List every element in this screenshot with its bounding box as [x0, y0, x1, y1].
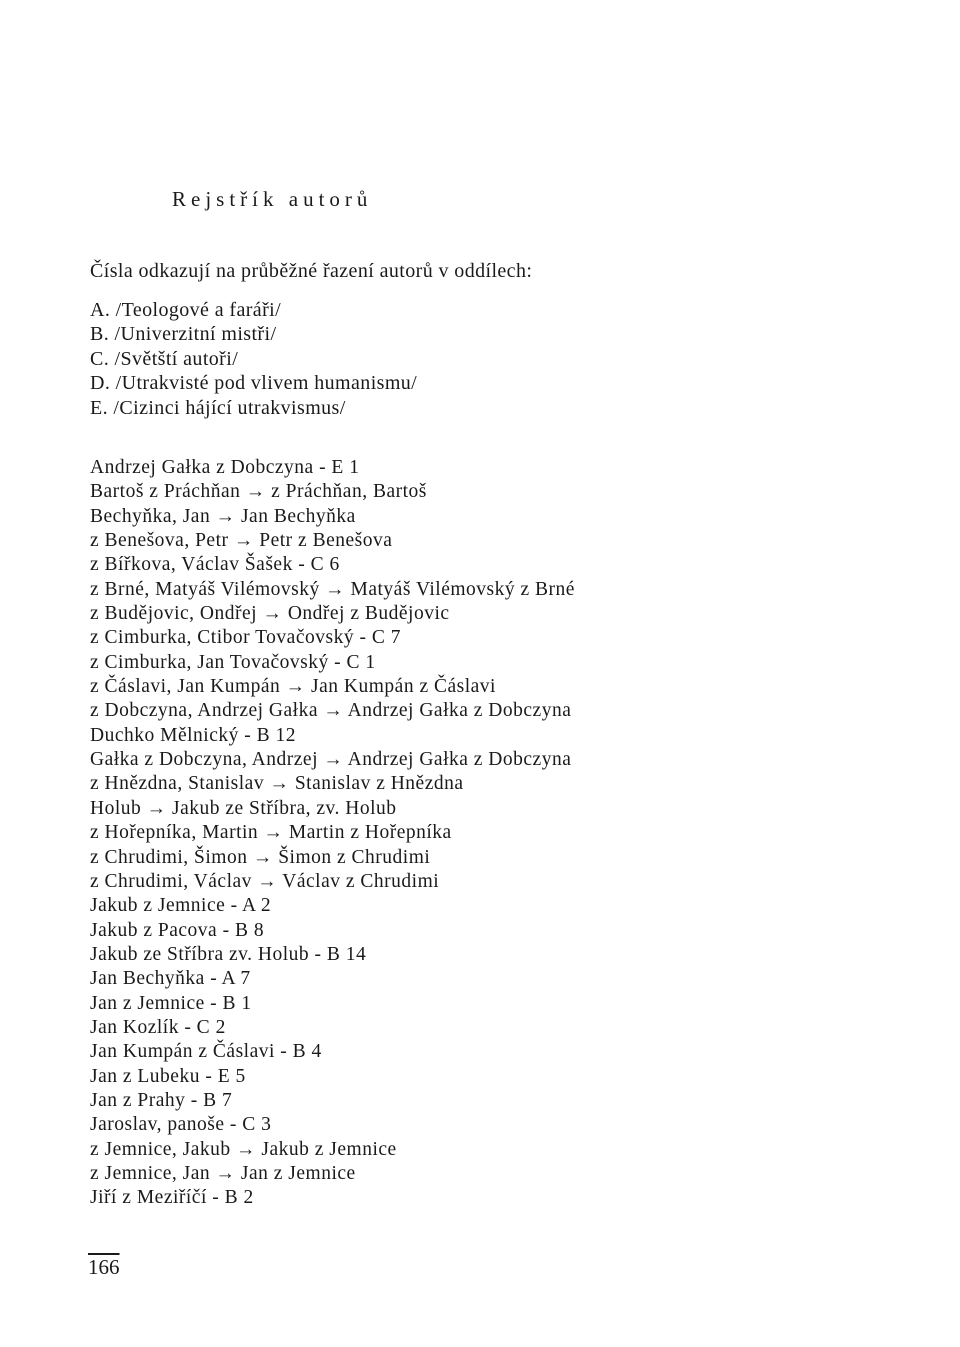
author-index-list: [90, 456, 575, 1211]
index-entry: z Brné, Matyáš Vilémovský → Matyáš Vilémovský z Brné: [90, 578, 575, 600]
index-entry: Jan z Jemnice - B 1: [90, 992, 252, 1014]
index-entry: z Čáslavi, Jan Kumpán → Jan Kumpán z Čáslavi: [90, 676, 496, 698]
index-entry: z Hnězdna, Stanislav → Stanislav z Hnězdna: [90, 773, 464, 795]
index-entry: z Cimburka, Jan Tovačovský - C 1: [90, 651, 376, 673]
section-item: B. /Univerzitní mistři/: [90, 323, 277, 346]
index-entry: z Jemnice, Jakub → Jakub z Jemnice: [90, 1138, 397, 1160]
index-entry: Jiří z Meziříčí - B 2: [90, 1187, 254, 1209]
index-entry: z Benešova, Petr → Petr z Benešova: [90, 530, 393, 552]
section-item: A. /Teologové a faráři/: [90, 299, 282, 321]
index-entry: z Hořepníka, Martin → Martin z Hořepníka: [90, 822, 452, 844]
index-entry: Holub → Jakub ze Stříbra, zv. Holub: [90, 797, 397, 819]
page-number: 166: [88, 1255, 120, 1279]
section-item: C. /Světští autoři/: [90, 347, 239, 370]
index-entry: z Jemnice, Jan → Jan z Jemnice: [90, 1162, 356, 1184]
index-entry: z Budějovic, Ondřej → Ondřej z Budějovic: [90, 603, 450, 625]
index-entry: Bartoš z Práchňan → z Práchňan, Bartoš: [90, 481, 427, 503]
intro-text: Čísla odkazují na průběžné řazení autorů v oddílech:: [90, 260, 533, 282]
index-entry: z Dobczyna, Andrzej Gałka → Andrzej Gałka z Dobczyna: [90, 700, 572, 722]
index-entry: z Cimburka, Ctibor Tovačovský - C 7: [90, 627, 401, 649]
index-entry: Jan Kozlík - C 2: [90, 1016, 226, 1038]
index-entry: Jan Bechyňka - A 7: [90, 968, 251, 990]
section-item: E. /Cizinci hájící utrakvismus/: [90, 396, 346, 419]
index-entry: Andrzej Gałka z Dobczyna - E 1: [90, 457, 360, 478]
index-entry: Bechyňka, Jan → Jan Bechyňka: [90, 505, 356, 527]
section-list: [90, 298, 417, 420]
index-entry: z Chrudimi, Šimon → Šimon z Chrudimi: [90, 846, 431, 868]
page-title: Rejstřík autorů: [172, 187, 373, 211]
index-entry: z Chrudimi, Václav → Václav z Chrudimi: [90, 870, 440, 892]
index-entry: Jan Kumpán z Čáslavi - B 4: [90, 1041, 322, 1063]
index-entry: Jakub ze Stříbra zv. Holub - B 14: [90, 943, 367, 965]
section-item: D. /Utrakvisté pod vlivem humanismu/: [90, 372, 418, 395]
index-entry: Jakub z Pacova - B 8: [90, 919, 265, 941]
index-entry: Gałka z Dobczyna, Andrzej → Andrzej Gałka z Dobczyna: [90, 749, 572, 771]
index-entry: z Bířkova, Václav Šašek - C 6: [90, 554, 340, 576]
index-entry: Jan z Lubeku - E 5: [90, 1065, 246, 1087]
index-entry: Jan z Prahy - B 7: [90, 1089, 233, 1111]
index-entry: Jaroslav, panoše - C 3: [90, 1114, 272, 1136]
index-entry: Jakub z Jemnice - A 2: [90, 895, 272, 917]
index-entry: Duchko Mělnický - B 12: [90, 724, 296, 746]
